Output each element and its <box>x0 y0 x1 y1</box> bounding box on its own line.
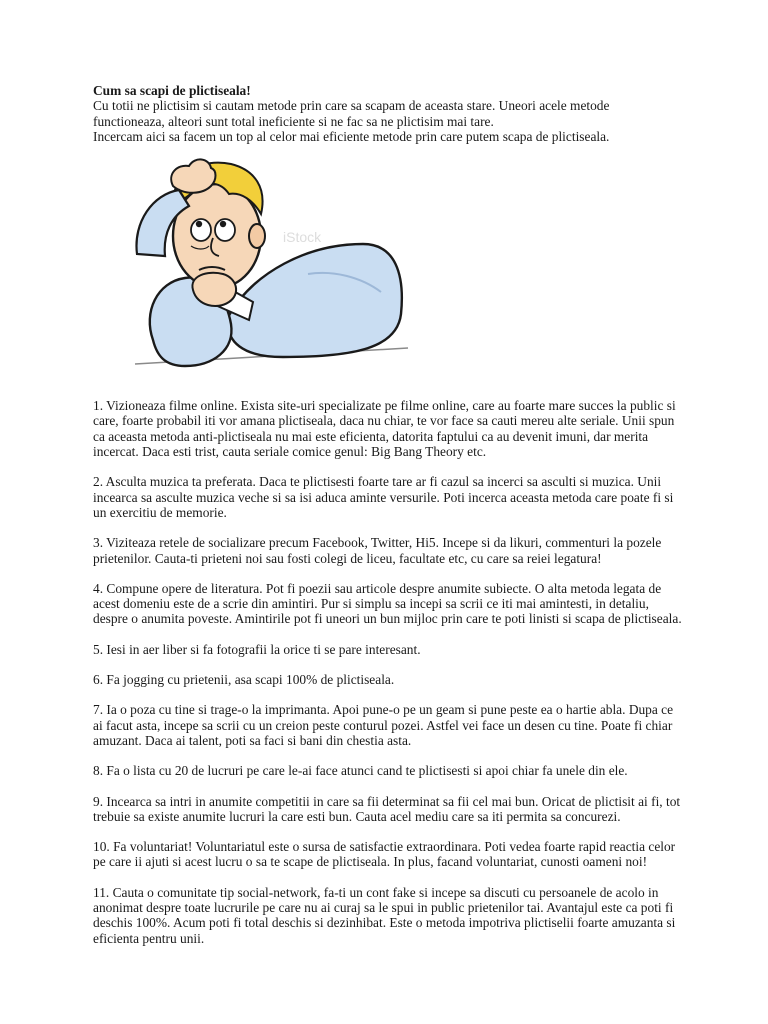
watermark-text: iStock <box>283 229 322 246</box>
list-item <box>93 642 683 657</box>
document-title: Cum sa scapi de plictiseala! <box>93 83 251 98</box>
list-item-text: 11. Cauta o comunitate tip social-network, fa-ti un cont fake si incepe sa discuti cu persoanele de acolo in anonimat despre toate lucrurile pe care nu ai curaj sa le spui in public prietenilor tai. Avantajul este ca poti fi deschis 100%. Acum poti fi total deschis si dezinhibat. Este o metoda impotriva plictiselii foarte amuzanta si eficienta pentru unii. <box>93 884 676 946</box>
list-item <box>93 398 683 459</box>
list-item <box>93 702 683 748</box>
bored-person-illustration <box>93 152 683 390</box>
list-item <box>93 672 683 687</box>
list-item-text: 3. Viziteaza retele de socializare precum Facebook, Twitter, Hi5. Incepe si da likuri, commenturi la pozele prietenilor. Cauta-ti prieteni noi sau fosti colegi de liceu, facultate etc, cu care sa reiei legatura! <box>93 535 662 566</box>
list-item-text: 8. Fa o lista cu 20 de lucruri pe care le-ai face atunci cand te plictisesti si apoi chiar fa unele din ele. <box>93 763 628 779</box>
list-item-text: 7. Ia o poza cu tine si trage-o la imprimanta. Apoi pune-o pe un geam si pune peste ea o hartie abla. Dupa ce ai facut asta, incepe sa scrii cu un creion peste conturul pozei. Astfel vei face un desen cu tine. Poate fi chiar amuzant. Daca ai talent, poti sa faci si bani din chestia asta. <box>93 702 674 748</box>
list-item-text: 1. Vizioneaza filme online. Exista site-uri specializate pe filme online, care au foarte mare succes la public si care, foarte probabil iti vor amana plictiseala, daca nu chiar, te vor face sa cauti mereu alte seriale. Unii spun ca aceasta metoda anti-plictiseala nu mai este eficienta, datorita faptului ca au devenit imuni, dar merita incercat. Daca esti trist, cauta seriale comice genul: Big Bang Theory etc. <box>93 398 676 460</box>
methods-list <box>93 398 683 946</box>
bored-person-icon <box>133 152 463 384</box>
list-item-text: 10. Fa voluntariat! Voluntariatul este o sursa de satisfactie extraordinara. Poti vedea foarte rapid reactia celor pe care ii ajuti si acest lucru o sa te scape de plictiseala. In plus, facand voluntariat, cunosti oameni noi! <box>93 839 676 870</box>
document-intro <box>93 98 683 144</box>
list-item <box>93 763 683 778</box>
list-item-text: 5. Iesi in aer liber si fa fotografii la orice ti se pare interesant. <box>93 641 421 657</box>
list-item <box>93 794 683 825</box>
list-item <box>93 839 683 870</box>
list-item-text: 4. Compune opere de literatura. Pot fi poezii sau articole despre anumite subiecte. O alta metoda legata de acest domeniu este de a scrie din amintiri. Pur si simplu sa incepi sa scrii ce iti mai amintesti, in detaliu, despre o anumita poveste. Amintirile pot fi uneori un bun mijloc prin care te poti linisti si scapa de plictiseala. <box>93 580 682 627</box>
list-item-text: 9. Incearca sa intri in anumite competitii in care sa fii determinat sa fii cel mai bun. Oricat de plictisit ai fi, tot trebuie sa existe anumite lucruri la care esti bun. Cauta acel mediu care sa iti permita sa concurezi. <box>93 793 681 824</box>
intro-paragraph: Cu totii ne plictisim si cautam metode prin care sa scapam de aceasta stare. Uneori acele metode functioneaza, alteori sunt total ineficiente si ne fac sa ne plictisim mai tare. <box>93 98 610 129</box>
list-item <box>93 535 683 566</box>
intro-paragraph: Incercam aici sa facem un top al celor mai eficiente metode prin care putem scapa de plictiseala. <box>93 128 610 144</box>
list-item-text: 2. Asculta muzica ta preferata. Daca te plictisesti foarte tare ar fi cazul sa incerci sa asculti si muzica. Unii incearca sa asculte muzica veche si sa isi aduca aminte versurile. Poti incerca aceasta metoda care poate fi si un exercitiu de memorie. <box>93 474 674 520</box>
list-item <box>93 474 683 520</box>
list-item <box>93 581 683 627</box>
list-item-text: 6. Fa jogging cu prietenii, asa scapi 100% de plictiseala. <box>93 672 395 688</box>
document-page <box>93 83 683 961</box>
list-item <box>93 885 683 946</box>
